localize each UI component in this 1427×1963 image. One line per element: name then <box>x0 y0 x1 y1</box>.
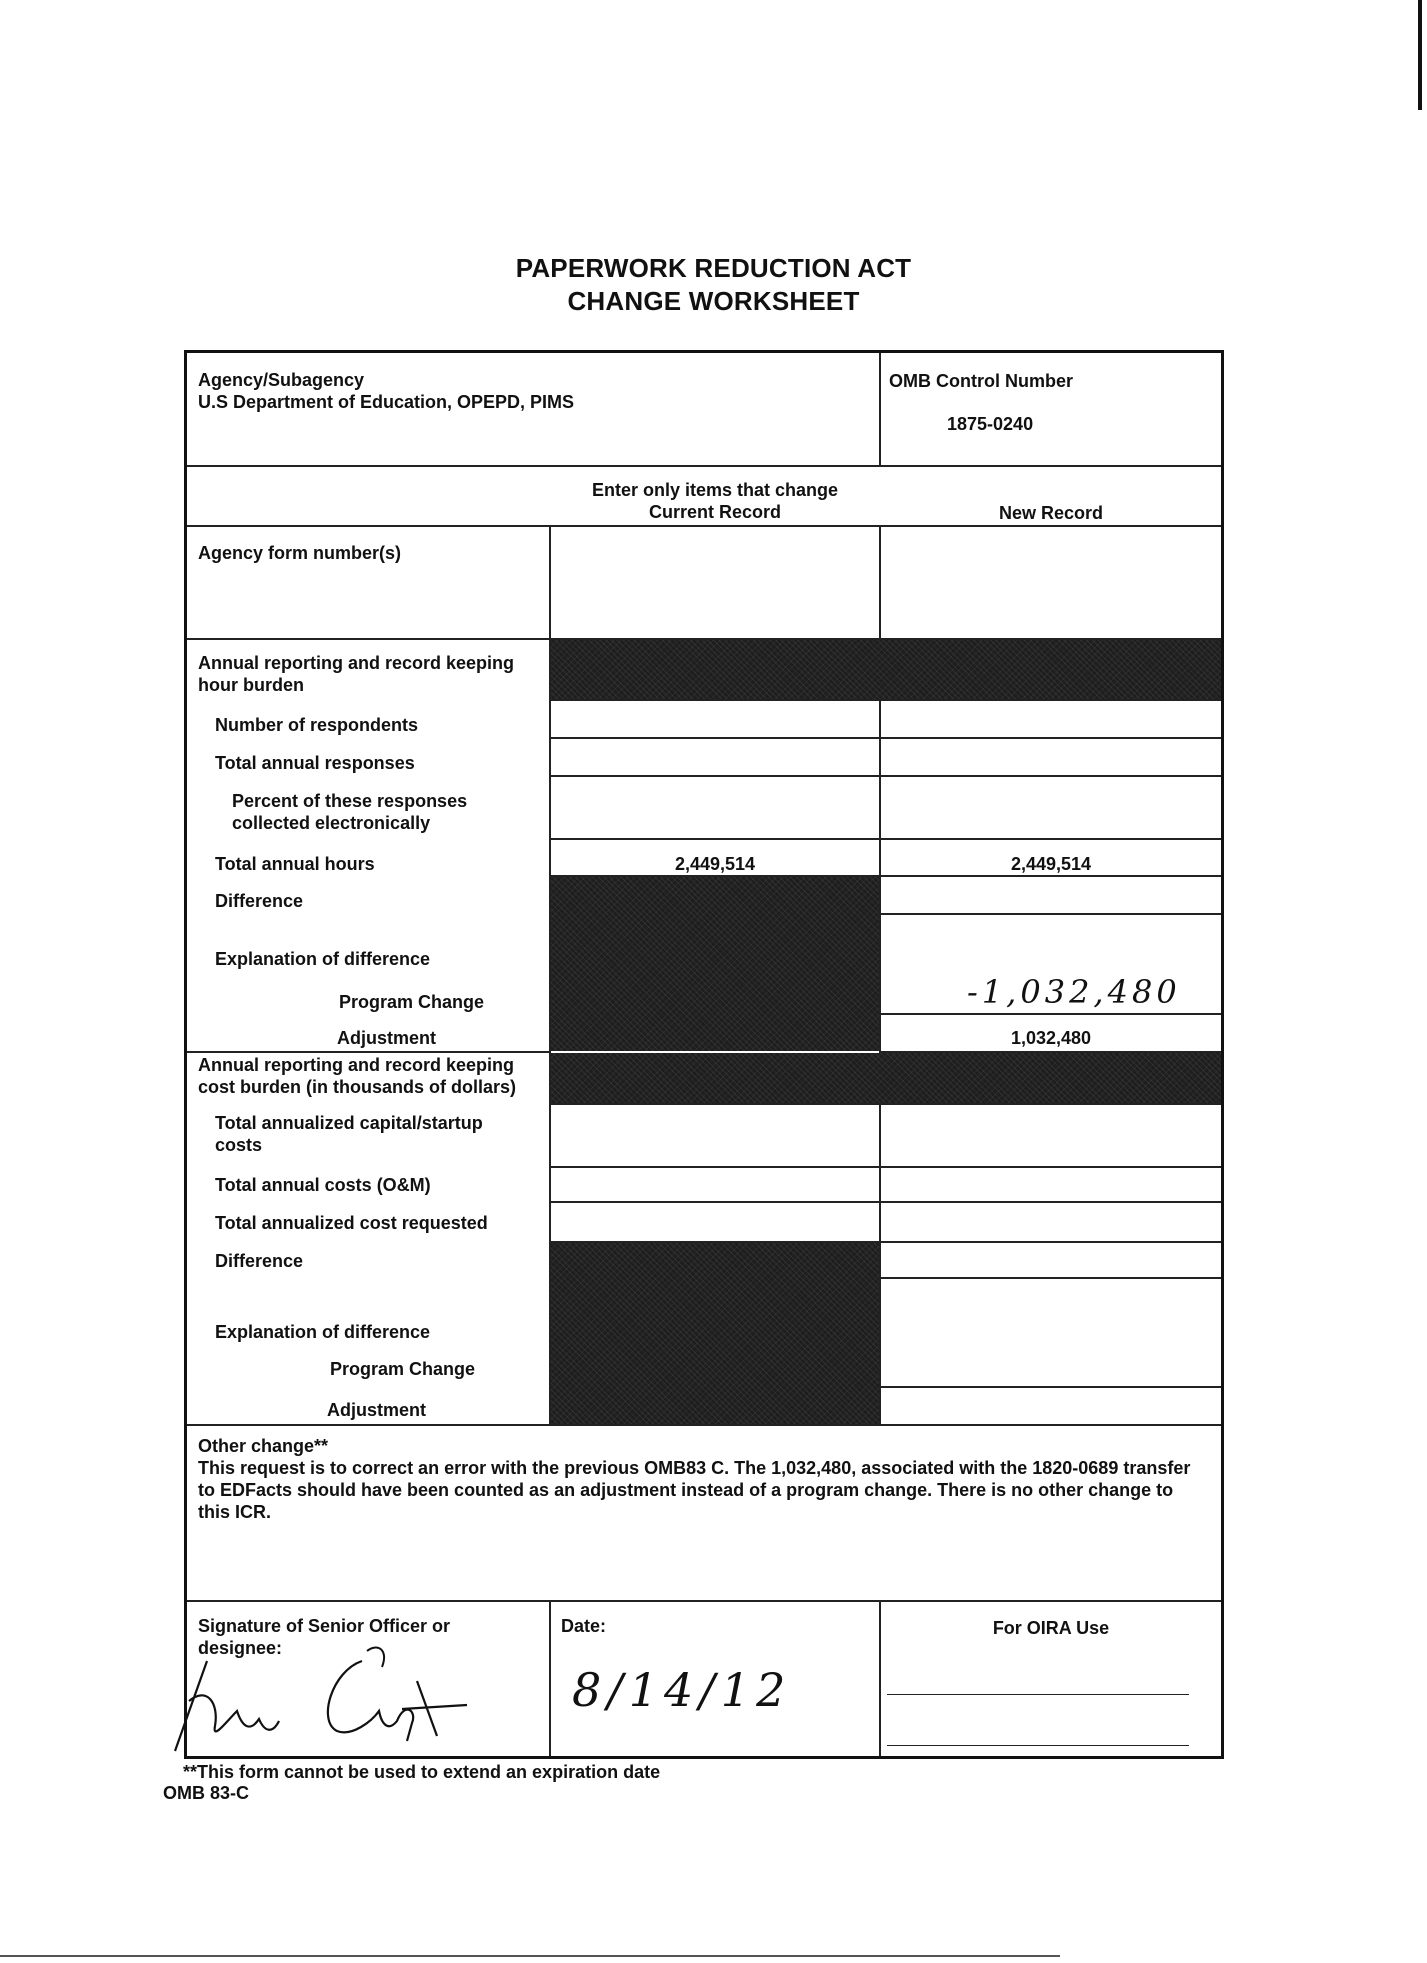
responses-label: Total annual responses <box>215 753 415 773</box>
omb-control-label: OMB Control Number <box>889 371 1073 391</box>
other-change-text: This request is to correct an error with the previous OMB83 C. The 1,032,480, associated with the 1820-0689 transfer to EDFacts should have been counted as an adjustment instead of a program change. There is no other change to this ICR. <box>198 1458 1191 1522</box>
hour-program-change-label: Program Change <box>339 992 485 1012</box>
capital-costs-label: Total annualized capital/startup costs <box>215 1113 483 1155</box>
shaded-block <box>551 640 1221 699</box>
hour-explanation-label: Explanation of difference <box>215 949 431 969</box>
form-id: OMB 83-C <box>163 1783 250 1803</box>
shaded-block <box>551 877 879 1051</box>
percent-electronic-label: Percent of these responses collected electronically <box>232 791 468 833</box>
worksheet-form <box>184 350 1224 1759</box>
signature-handwriting <box>167 1641 527 1756</box>
page-title-line1: PAPERWORK REDUCTION ACT <box>515 253 912 283</box>
oira-use-label: For OIRA Use <box>992 1618 1110 1638</box>
hour-burden-heading: Annual reporting and record keeping hour burden <box>198 653 515 695</box>
cost-requested-label: Total annualized cost requested <box>215 1213 488 1233</box>
cost-program-change-label: Program Change <box>330 1359 476 1379</box>
scan-bottom-line <box>0 1955 1060 1957</box>
program-change-handwritten: -1,032,480 <box>967 973 1181 1011</box>
hour-difference-label: Difference <box>215 891 304 911</box>
total-hours-new: 2,449,514 <box>1010 854 1092 874</box>
agency-label: Agency/Subagency <box>198 370 365 390</box>
cost-adjustment-label: Adjustment <box>327 1400 426 1420</box>
om-costs-label: Total annual costs (O&M) <box>215 1175 431 1195</box>
date-handwritten: 8/14/12 <box>572 1663 792 1717</box>
total-hours-current: 2,449,514 <box>674 854 756 874</box>
omb-control-number: 1875-0240 <box>947 414 1034 434</box>
total-hours-label: Total annual hours <box>215 854 375 874</box>
signature-label: Signature of Senior Officer or designee: <box>198 1616 451 1658</box>
agency-form-number-label: Agency form number(s) <box>198 543 402 563</box>
cost-burden-heading: Annual reporting and record keeping cost burden (in thousands of dollars) <box>198 1055 517 1097</box>
scan-edge-mark <box>1418 0 1422 110</box>
column-instruction: Enter only items that change <box>591 480 839 500</box>
hour-adjustment-label: Adjustment <box>337 1028 436 1048</box>
respondents-label: Number of respondents <box>215 715 419 735</box>
other-change-label: Other change** <box>198 1436 329 1456</box>
agency-value: U.S Department of Education, OPEPD, PIMS <box>198 392 575 412</box>
column-current-record: Current Record <box>648 502 782 522</box>
date-label: Date: <box>561 1616 607 1636</box>
shaded-block <box>551 1053 1221 1103</box>
adjustment-new-value: 1,032,480 <box>1010 1028 1092 1048</box>
cost-difference-label: Difference <box>215 1251 304 1271</box>
column-new-record: New Record <box>998 503 1104 523</box>
footer-note: **This form cannot be used to extend an expiration date <box>183 1762 661 1782</box>
cost-explanation-label: Explanation of difference <box>215 1322 431 1342</box>
shaded-block <box>551 1243 879 1424</box>
page-title-line2: CHANGE WORKSHEET <box>567 286 860 316</box>
